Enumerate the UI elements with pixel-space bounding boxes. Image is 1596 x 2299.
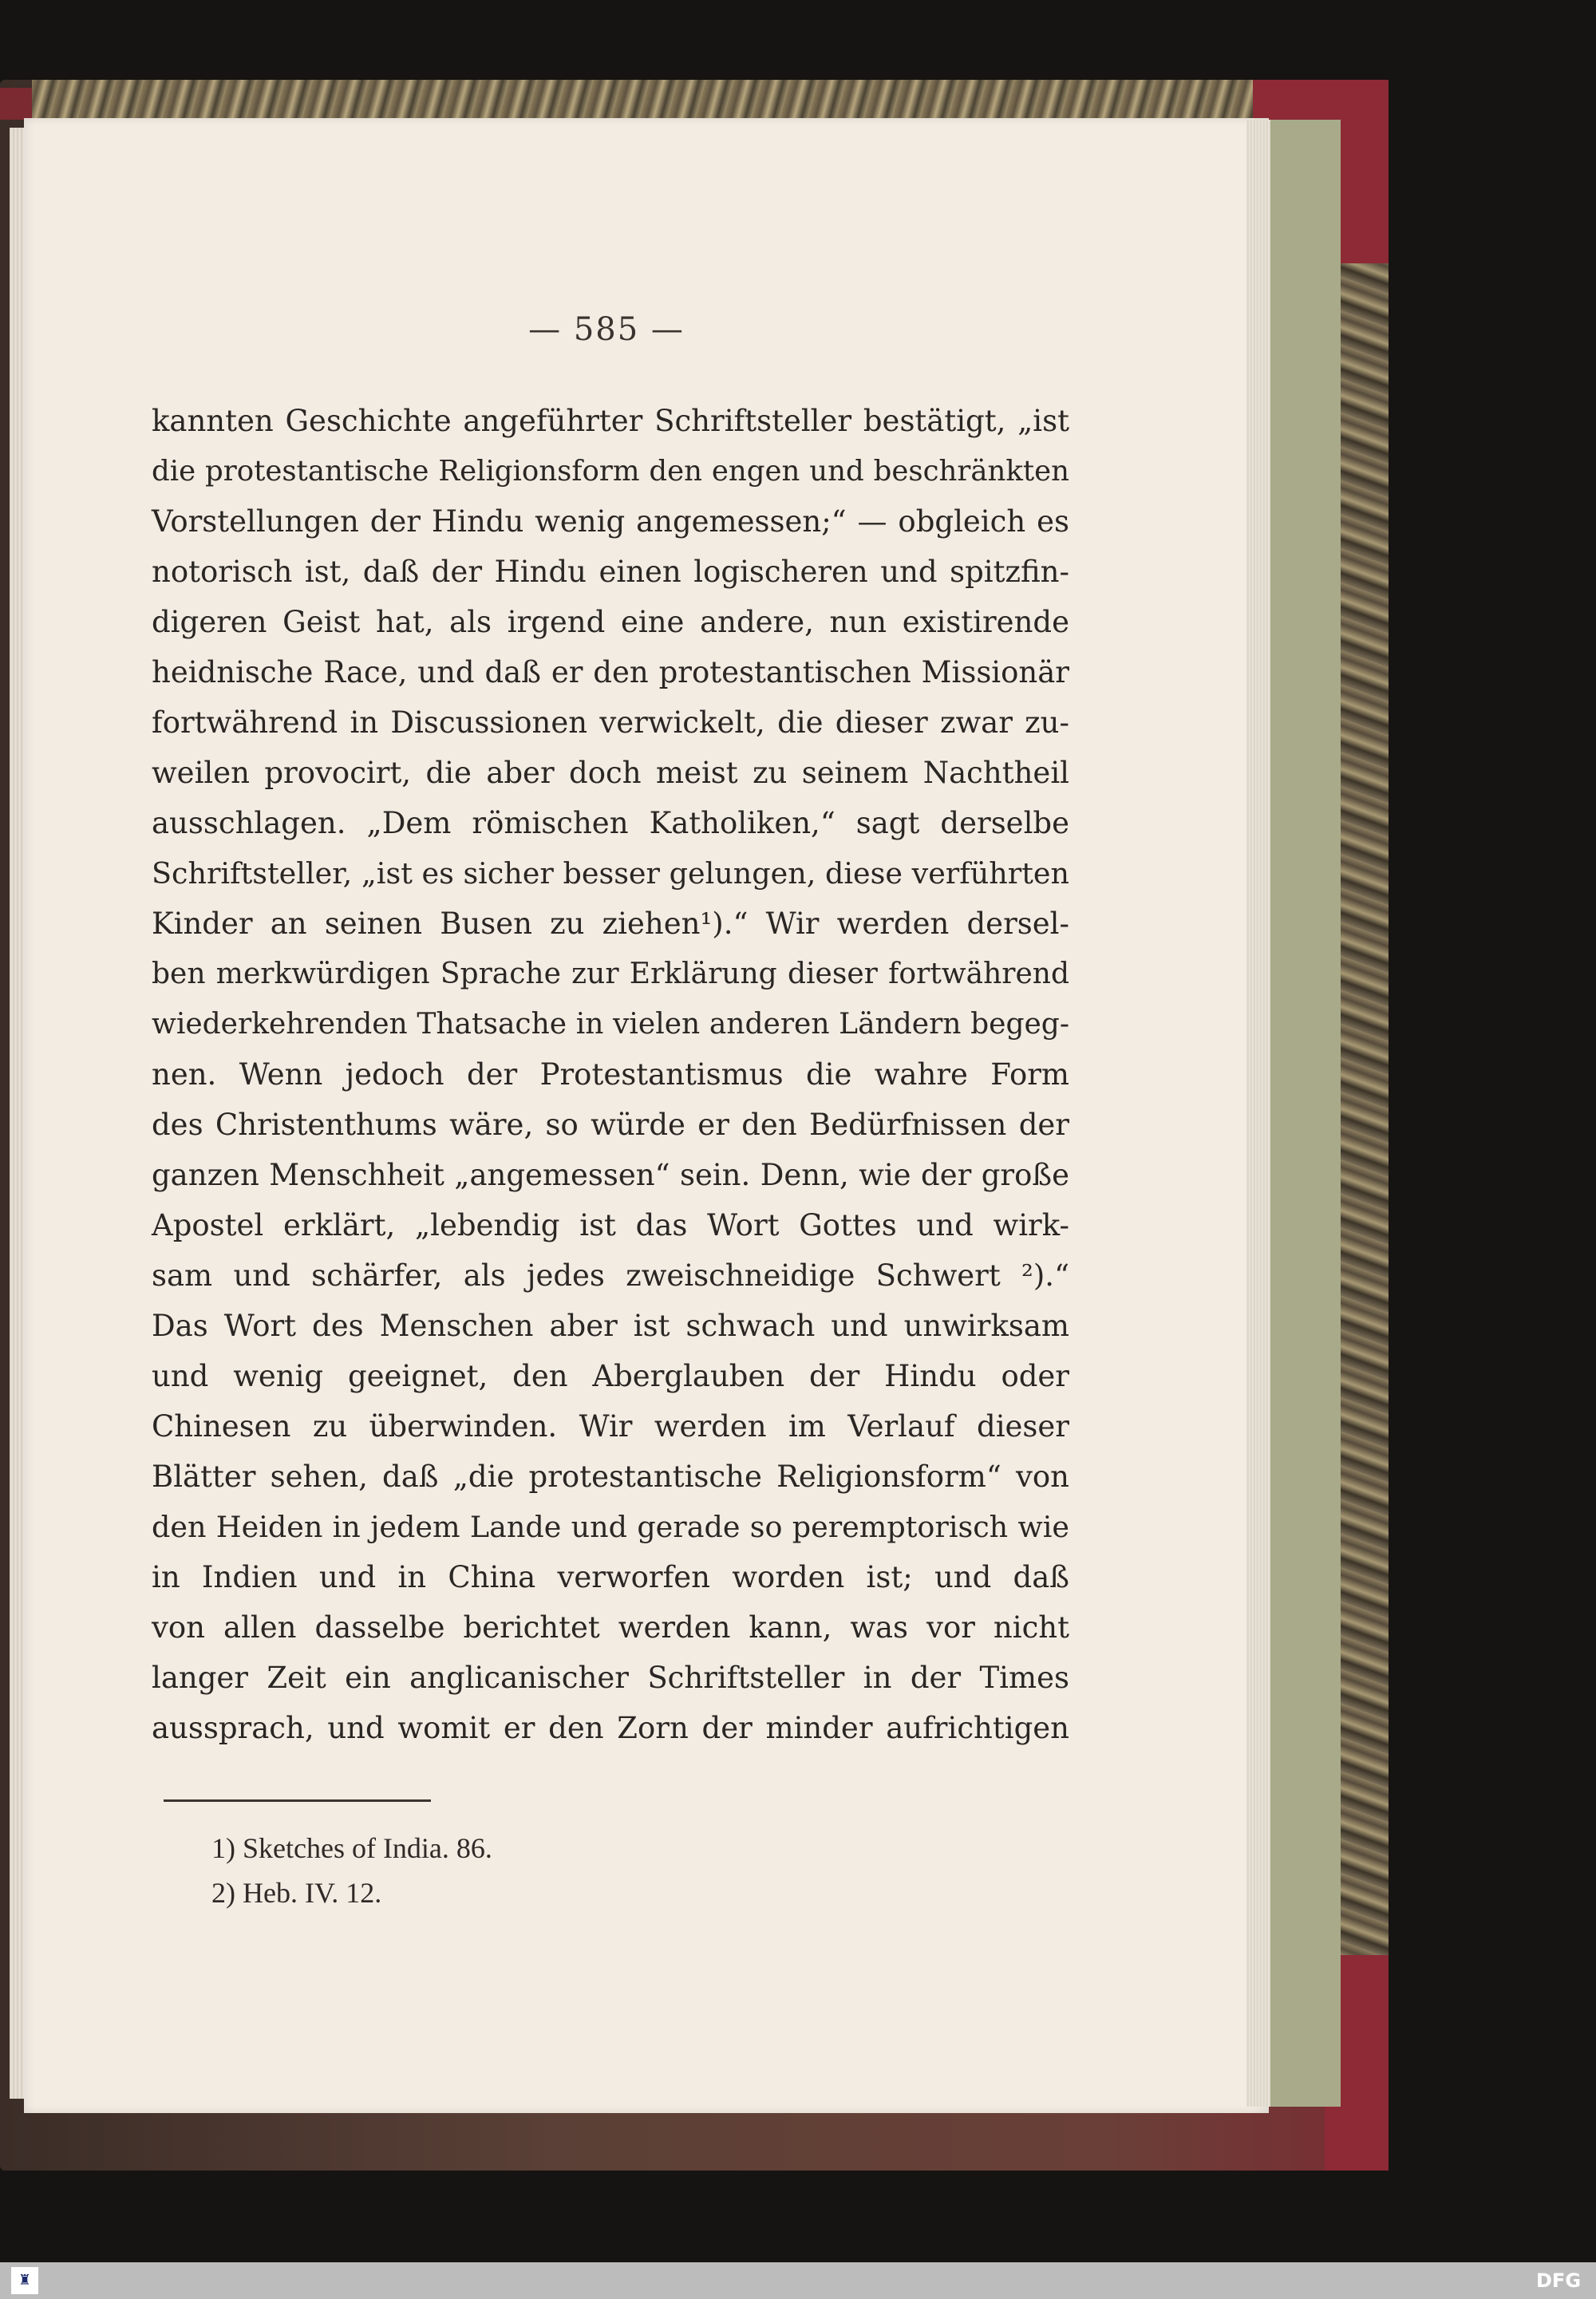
footnotes: [211, 1826, 492, 1915]
footnote: 1) Sketches of India. 86.: [211, 1832, 492, 1864]
text-line: heidnische Race, und daß er den protestantischen Missionär: [152, 655, 1069, 689]
viewer-bottom-bar: [0, 2262, 1596, 2299]
text-line: in Indien und in China verworfen worden ist; und daß: [152, 1560, 1069, 1594]
text-line: Kinder an seinen Busen zu ziehen¹).“ Wir werden dersel-: [152, 907, 1069, 941]
text-line: ausschlagen. „Dem römischen Katholiken,“ sagt derselbe: [152, 806, 1069, 840]
text-line: notorisch ist, daß der Hindu einen logischeren und spitzfin-: [152, 555, 1069, 589]
page-body: [152, 396, 1069, 1753]
text-line: weilen provocirt, die aber doch meist zu seinem Nachtheil: [152, 756, 1069, 790]
text-line: ben merkwürdigen Sprache zur Erklärung dieser fortwährend: [152, 958, 1069, 990]
text-line: des Christenthums wäre, so würde er den Bedürfnissen der: [152, 1108, 1069, 1142]
text-line: digeren Geist hat, als irgend eine andere, nun existirende: [152, 605, 1069, 639]
text-line: aussprach, und womit er den Zorn der minder aufrichtigen: [152, 1711, 1069, 1745]
text-line: Apostel erklärt, „lebendig ist das Wort Gottes und wirk-: [152, 1208, 1069, 1242]
page-number: — 585 —: [528, 311, 685, 348]
text-line: von allen dasselbe berichtet werden kann, was vor nicht: [152, 1610, 1069, 1645]
text-line: die protestantische Religionsform den engen und beschränkten: [152, 455, 1069, 488]
text-line: Das Wort des Menschen aber ist schwach und unwirksam: [152, 1309, 1069, 1343]
text-line: Schriftsteller, „ist es sicher besser gelungen, diese verführten: [152, 856, 1069, 891]
footnote-rule: [164, 1799, 431, 1802]
text-line: sam und schärfer, als jedes zweischneidige Schwert ²).“: [152, 1258, 1069, 1293]
text-line: und wenig geeignet, den Aberglauben der Hindu oder: [152, 1359, 1069, 1393]
text-line: Chinesen zu überwinden. Wir werden im Verlauf dieser: [152, 1409, 1069, 1444]
text-line: Vorstellungen der Hindu wenig angemessen;“ — obgleich es: [152, 504, 1069, 539]
endpaper: [1269, 120, 1341, 2107]
dfg-logo: DFG: [1536, 2269, 1582, 2292]
text-line: Blätter sehen, daß „die protestantische Religionsform“ von: [152, 1460, 1069, 1494]
page-stack-right: [1246, 120, 1270, 2107]
library-logo-icon: ♜: [11, 2267, 38, 2294]
text-line: kannten Geschichte angeführter Schriftsteller bestätigt, „ist: [152, 404, 1069, 438]
text-line: langer Zeit ein anglicanischer Schriftsteller in der Times: [152, 1661, 1069, 1695]
text-line: nen. Wenn jedoch der Protestantismus die wahre Form: [152, 1057, 1069, 1092]
text-line: fortwährend in Discussionen verwickelt, die dieser zwar zu-: [152, 705, 1069, 740]
text-line: den Heiden in jedem Lande und gerade so peremptorisch wie: [152, 1510, 1069, 1544]
text-line: ganzen Menschheit „angemessen“ sein. Denn, wie der große: [152, 1158, 1069, 1192]
text-line: wiederkehrenden Thatsache in vielen anderen Ländern begeg-: [152, 1008, 1069, 1041]
footnote: 2) Heb. IV. 12.: [211, 1877, 382, 1909]
